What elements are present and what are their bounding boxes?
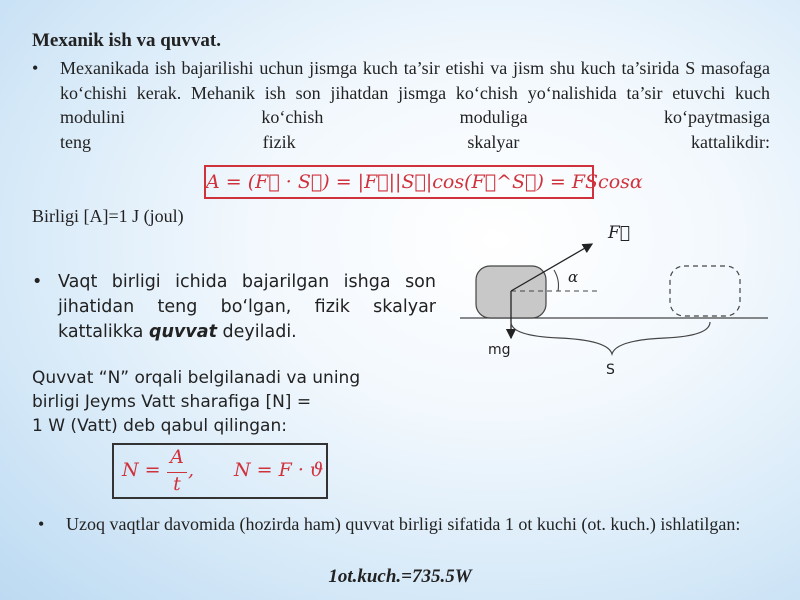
horsepower-value: 1ot.kuch.=735.5W xyxy=(328,566,472,587)
power-formula-numerator: A xyxy=(170,446,184,468)
displacement-label: S xyxy=(606,362,615,378)
paragraph-horsepower xyxy=(38,512,778,536)
power-formula xyxy=(112,443,328,499)
work-diagram xyxy=(458,214,778,384)
paragraph-power-unit xyxy=(32,366,422,438)
power-formula-comma: , xyxy=(188,459,195,481)
displacement-brace xyxy=(511,322,710,354)
power-def-text-1: Vaqt birligi ichida bajarilgan ishga son jihatidan teng bo‘lgan, fizik skalyar kattalikka xyxy=(58,272,436,342)
paragraph-work-definition xyxy=(32,56,770,154)
angle-label: α xyxy=(568,268,579,286)
power-def-text-2: deyiladi. xyxy=(216,322,297,342)
bullet: • xyxy=(32,58,39,78)
horsepower-text: Uzoq vaqtlar davomida (hozirda ham) quvvat birligi sifatida 1 ot kuchi (ot. kuch.) ishlatilgan: xyxy=(66,514,741,534)
power-unit-line-2: birligi Jeyms Vatt sharafiga [N] = xyxy=(32,392,312,412)
work-formula: A = (F⃗ · S⃗) = |F⃗||S⃗|cos(F⃗^S⃗) = FScosα xyxy=(204,165,594,199)
gravity-label: mg xyxy=(488,342,511,358)
force-label: F⃗ xyxy=(608,223,630,243)
bullet: • xyxy=(32,272,43,292)
power-formula-right: N = F · ϑ xyxy=(234,459,324,481)
page-title: Mexanik ish va quvvat. xyxy=(32,30,221,51)
power-unit-line-3: 1 W (Vatt) deb qabul qilingan: xyxy=(32,416,287,436)
bullet: • xyxy=(38,514,45,534)
angle-arc xyxy=(554,270,559,291)
power-formula-left: N = xyxy=(122,459,161,481)
work-definition-last-line: teng fizik skalyar kattalikdir: xyxy=(60,131,770,152)
paragraph-power-definition xyxy=(32,270,436,345)
work-unit-text: Birligi [A]=1 J (joul) xyxy=(32,206,184,226)
body-final xyxy=(670,266,740,316)
power-formula-denominator: t xyxy=(173,473,181,495)
power-term: quvvat xyxy=(148,322,217,342)
power-unit-line-1: Quvvat “N” orqali belgilanadi va uning xyxy=(32,368,361,388)
work-definition-text: Mexanikada ish bajarilishi uchun jismga kuch ta’sir etishi va jism shu kuch ta’sirida S masofaga ko‘chishi kerak. Mehanik ish son jihatdan jismga ko‘chish yo‘nalishida ta’sir etuvchi kuch modulini ko‘chish moduliga ko‘paytmasiga xyxy=(60,58,770,127)
